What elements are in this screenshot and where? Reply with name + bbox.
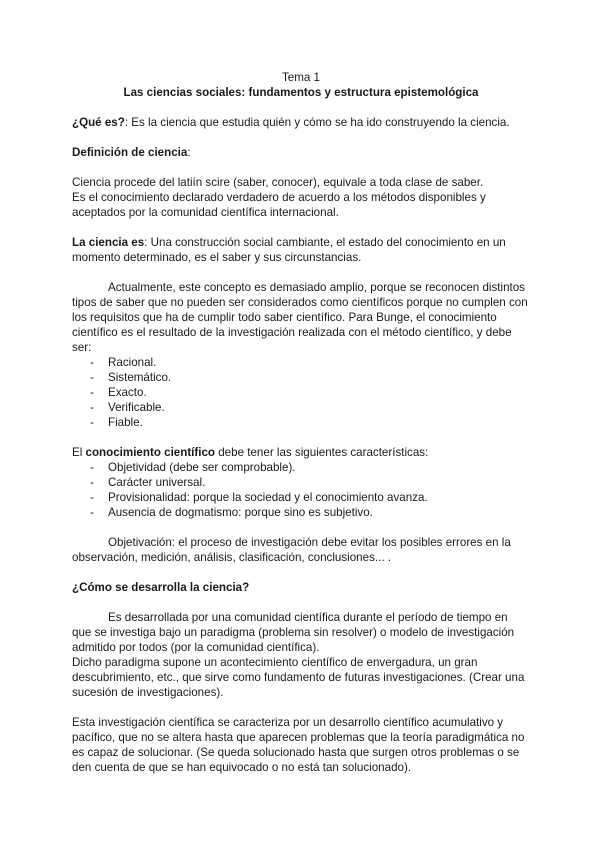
que-es-label: ¿Qué es? xyxy=(72,116,125,129)
list-item: - Racional. xyxy=(72,355,530,370)
conocimiento-paragraph xyxy=(72,445,530,460)
conocimiento-suffix: debe tener las siguientes características: xyxy=(215,446,429,459)
ciencia-es-label: La ciencia es xyxy=(72,236,145,249)
list-item: - Ausencia de dogmatismo: porque sino es subjetivo. xyxy=(72,505,530,520)
conocimiento-bold: conocimiento científico xyxy=(85,446,216,459)
ciencia-es-text: : Una construcción social cambiante, el estado del conocimiento en un momento determinado, es el saber y sus circunstancias. xyxy=(72,236,506,264)
list-item: - Verificable. xyxy=(72,400,530,415)
definicion-label: Definición de ciencia xyxy=(72,146,188,159)
document-page xyxy=(72,70,530,775)
objetivacion-paragraph: Objetivación: el proceso de investigación debe evitar los posibles errores en la observación, medición, análisis, clasificación, conclusiones... . xyxy=(72,536,511,564)
list-item: - Exacto. xyxy=(72,385,530,400)
definicion-colon: : xyxy=(187,146,191,159)
que-es-text: : Es la ciencia que estudia quién y cómo se ha ido construyendo la ciencia. xyxy=(124,116,510,129)
topic-number: Tema 1 xyxy=(281,71,321,84)
como-heading xyxy=(72,580,530,595)
actualmente-paragraph: Actualmente, este concepto es demasiado amplio, porque se reconocen distintos tipos de saber que no pueden ser considerados como científicos porque no cumplen con los requisitos que ha de cumplir todo saber científico. Para Bunge, el conocimiento científico es el resultado de la investigación realizada con el método científico, y debe ser: xyxy=(72,281,528,354)
como-paragraph-3: Esta investigación científica se caracteriza por un desarrollo científico acumulativo y pacífico, que no se altera hasta que aparecen problemas que la teoría paradigmática no es capaz de solucionar. (Se queda solucionado hasta que surgen otros problemas o se den cuenta de que se han equivocado o no está tan solucionado). xyxy=(72,716,525,774)
list-item: - Provisionalidad: porque la sociedad y el conocimiento avanza. xyxy=(72,490,530,505)
como-paragraph-1: Es desarrollada por una comunidad científica durante el período de tiempo en que se investiga bajo un paradigma (problema sin resolver) o modelo de investigación admitido por todos (por la comunidad científica). xyxy=(72,611,515,654)
conocimiento-prefix: El xyxy=(72,446,86,459)
list-item: - Objetividad (debe ser comprobable). xyxy=(72,460,530,475)
list-item: - Sistemático. xyxy=(72,370,530,385)
como-heading-text: ¿Cómo se desarrolla la ciencia? xyxy=(72,581,250,594)
definicion-line-1: Ciencia procede del latiín scire (saber, conocer), equivale a toda clase de saber. xyxy=(72,176,484,189)
list-item: - Carácter universal. xyxy=(72,475,530,490)
que-es-paragraph xyxy=(72,115,530,130)
definicion-line-2: Es el conocimiento declarado verdadero de acuerdo a los métodos disponibles y aceptados por la comunidad científica internacional. xyxy=(72,191,486,219)
document-title: Las ciencias sociales: fundamentos y estructura epistemológica xyxy=(123,86,479,99)
como-paragraph-2: Dicho paradigma supone un acontecimiento científico de envergadura, un gran descubrimiento, etc., que sirve como fundamento de futuras investigaciones. (Crear una sucesión de investigaciones). xyxy=(72,656,525,699)
definicion-heading xyxy=(72,145,530,160)
ciencia-es-paragraph xyxy=(72,235,530,265)
caracteristicas-list xyxy=(72,460,530,520)
list-item: - Fiable. xyxy=(72,415,530,430)
bunge-list xyxy=(72,355,530,430)
